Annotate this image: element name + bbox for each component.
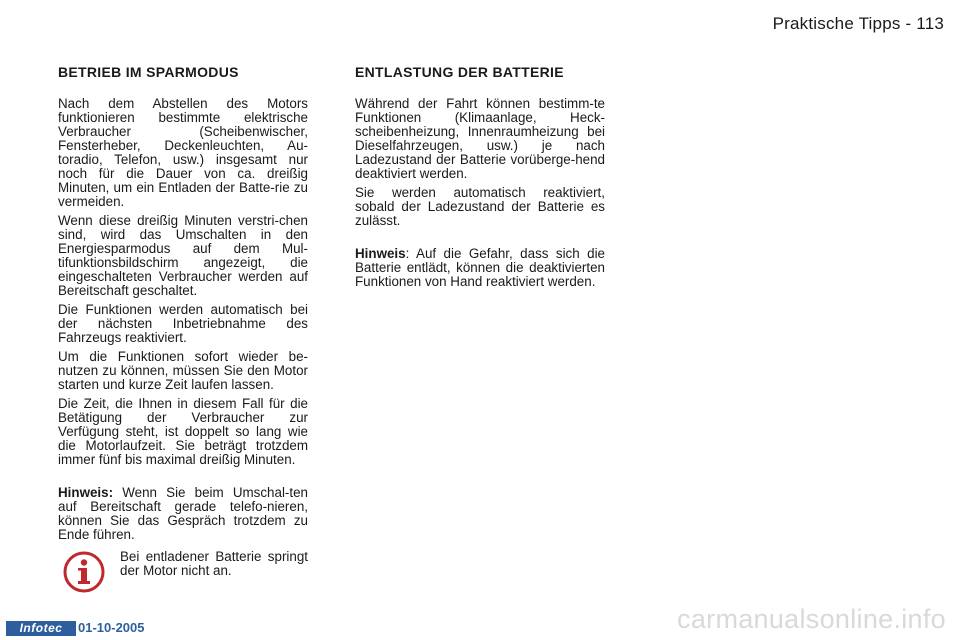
- info-icon: [62, 550, 106, 594]
- header-separator: -: [905, 14, 912, 33]
- paragraph: Um die Funktionen sofort wieder be-nutzen zu können, müssen Sie den Motor starten und kurze Zeit laufen lassen.: [58, 349, 308, 392]
- note-text: Wenn Sie beim Umschal-ten auf Bereitschaft gerade telefo-nieren, können Sie das Gespräch trotzdem zu Ende führen.: [58, 485, 308, 542]
- paragraph: Wenn diese dreißig Minuten verstri-chen sind, wird das Umschalten in den Energiesparmodus auf dem Mul-tifunktionsbildschirm angezeigt, die eingeschalteten Verbraucher werden auf Bereitschaft geschaltet.: [58, 213, 308, 298]
- page-number: 113: [916, 14, 944, 33]
- section-heading-energy-saving: BETRIEB IM SPARMODUS: [58, 64, 239, 80]
- watermark: carmanualsonline.info: [677, 604, 946, 634]
- page-header: [773, 14, 944, 34]
- note-paragraph: [58, 486, 308, 542]
- paragraph: Während der Fahrt können bestimm-te Funktionen (Klimaanlage, Heck-scheibenheizung, Innenraumheizung bei Dieselfahrzeugen, usw.) je nach Ladezustand der Batterie vorüberge-hend deaktiviert werden.: [355, 96, 605, 181]
- paragraph: Die Funktionen werden automatisch bei der nächsten Inbetriebnahme des Fahrzeugs reaktiviert.: [58, 302, 308, 345]
- footer-date: 01-10-2005: [78, 620, 145, 635]
- paragraph: Die Zeit, die Ihnen in diesem Fall für die Betätigung der Verbraucher zur Verfügung steht, ist doppelt so lang wie die Motorlaufzeit. Sie beträgt trotzdem immer fünf bis maximal dreißig Minuten.: [58, 396, 308, 467]
- info-box: [58, 550, 308, 600]
- section-heading-battery-relief: ENTLASTUNG DER BATTERIE: [355, 64, 564, 80]
- infotec-logo: Infotec: [6, 621, 76, 636]
- right-column: [355, 64, 605, 294]
- left-column: [58, 64, 308, 547]
- note-text: : Auf die Gefahr, dass sich die Batterie entlädt, können die deaktivierten Funktionen von Hand reaktiviert werden.: [355, 246, 605, 289]
- info-text: Bei entladener Batterie springt der Motor nicht an.: [120, 549, 308, 578]
- paragraph: Nach dem Abstellen des Motors funktionieren bestimmte elektrische Verbraucher (Scheibenwischer, Fensterheber, Deckenleuchten, Au-toradio, Telefon, usw.) insgesamt nur noch für die Dauer von ca. dreißig Minuten, um ein Entladen der Batte-rie zu vermeiden.: [58, 96, 308, 209]
- section-title: Praktische Tipps: [772, 14, 901, 33]
- note-label: Hinweis: [355, 246, 406, 261]
- paragraph: Sie werden automatisch reaktiviert, sobald der Ladezustand der Batterie es zulässt.: [355, 185, 605, 228]
- note-paragraph: [355, 247, 605, 289]
- note-label: Hinweis:: [58, 485, 114, 500]
